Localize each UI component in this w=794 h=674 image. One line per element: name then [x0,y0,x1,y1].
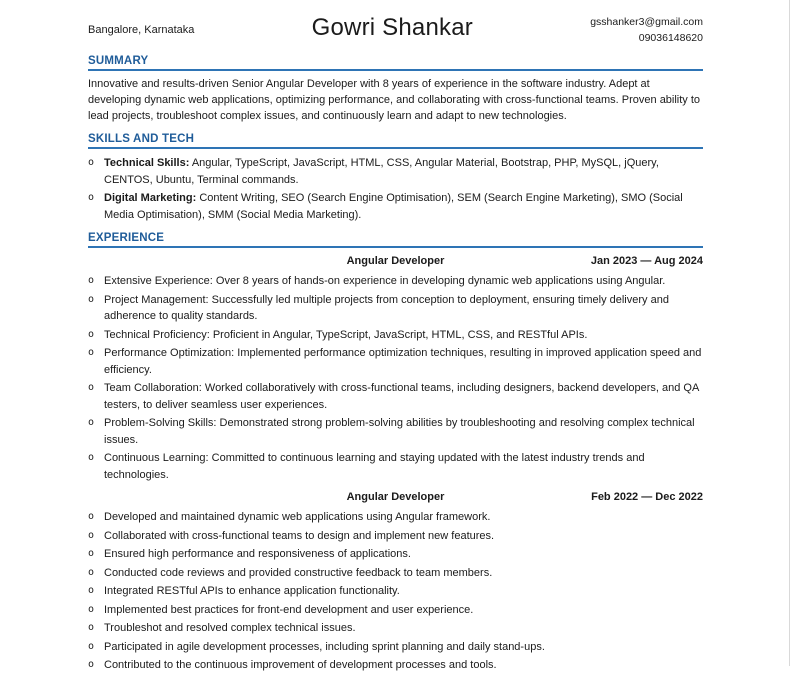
job-role: Angular Developer [346,255,445,267]
skills-item [88,190,703,223]
bullet-item [88,327,703,344]
bullet-text: Team Collaboration: Worked collaboratively with cross-functional teams, including designers, backend developers, and QA testers, to deliver seamless user experiences. [104,382,699,411]
bullet-item [88,620,703,637]
bullet-icon: o [88,640,95,652]
skills-item-body: Content Writing, SEO (Search Engine Optimisation), SEM (Search Engine Marketing), SMO (Social Media Optimisation), SMM (Social Media Marketing). [104,192,683,221]
bullet-item [88,509,703,526]
page-edge-divider [789,0,790,666]
bullet-text: Performance Optimization: Implemented performance optimization techniques, resulting in improved application speed and efficiency. [104,347,702,376]
skills-list [88,155,703,223]
bullet-text: Troubleshot and resolved complex technical issues. [104,622,356,634]
bullet-icon: o [88,622,95,633]
bullet-item [88,583,703,600]
skills-item-body: Angular, TypeScript, JavaScript, HTML, CSS, Angular Material, Bootstrap, PHP, MySQL, jQuery, CENTOS, Ubuntu, Terminal commands. [104,157,659,186]
bullet-icon: o [88,585,95,596]
bullet-item [88,273,703,290]
bullet-icon: o [88,157,95,168]
bullet-item [88,565,703,582]
bullet-text: Developed and maintained dynamic web applications using Angular framework. [104,511,491,523]
skills-item-label: Technical Skills: [104,157,190,169]
bullet-text: Integrated RESTful APIs to enhance application functionality. [104,585,400,597]
phone-text: 09036148620 [638,32,703,44]
bullet-icon: o [88,382,95,393]
job-role: Angular Developer [346,491,445,503]
bullet-icon: o [88,275,95,286]
contact-block [590,12,703,46]
bullet-text: Contributed to the continuous improvement of development processes and tools. [104,659,497,671]
bullet-item [88,380,703,413]
bullet-icon: o [88,659,95,670]
job-bullet-list [88,509,703,674]
section-title-skills: SKILLS AND TECH [88,133,703,149]
skills-item-text [104,155,703,188]
bullet-icon: o [88,511,95,522]
bullet-item [88,546,703,563]
bullet-item [88,345,703,378]
bullet-item [88,292,703,325]
bullet-item [88,528,703,545]
job-header [88,255,703,267]
job-bullet-list [88,273,703,483]
bullet-text: Participated in agile development processes, including sprint planning and daily stand-ups. [104,640,545,653]
bullet-icon: o [88,192,95,203]
bullet-text: Implemented best practices for front-end development and user experience. [104,603,474,616]
bullet-icon: o [88,452,95,463]
bullet-icon: o [88,566,95,578]
bullet-icon: o [88,328,95,340]
bullet-text: Project Management: Successfully led multiple projects from conception to deployment, ensuring timely delivery and adherence to quality standards. [104,293,669,322]
section-title-summary: SUMMARY [88,55,703,71]
bullet-item [88,602,703,619]
location-text: Bangalore, Karnataka [88,24,195,36]
skills-item-text [104,190,703,223]
bullet-icon: o [88,293,95,305]
bullet-icon: o [88,347,95,358]
candidate-name: Gowri Shankar [311,14,473,41]
bullet-text: Problem-Solving Skills: Demonstrated strong problem-solving abilities by troubleshooting and resolving complex technical issues. [104,417,695,446]
resume-header [88,12,703,46]
summary-paragraph: Innovative and results-driven Senior Angular Developer with 8 years of experience in the software industry. Adept at developing dynamic web applications, optimizing performance, and collaborating with cross-functional teams. Proven ability to lead projects, troubleshoot complex issues, and continuously learn and adapt to new technologies. [88,78,701,122]
bullet-text: Technical Proficiency: Proficient in Angular, TypeScript, JavaScript, HTML, CSS, and RESTful APIs. [104,328,588,341]
bullet-item [88,657,703,674]
bullet-icon: o [88,529,95,541]
email-text: gsshanker3@gmail.com [590,16,703,28]
bullet-item [88,639,703,656]
bullet-text: Ensured high performance and responsiveness of applications. [104,548,411,560]
bullet-text: Collaborated with cross-functional teams to design and implement new features. [104,529,495,542]
job-header [88,491,703,503]
bullet-icon: o [88,417,95,428]
bullet-text: Conducted code reviews and provided constructive feedback to team members. [104,566,493,579]
skills-item-label: Digital Marketing: [104,192,197,204]
bullet-text: Continuous Learning: Committed to continuous learning and staying updated with the latest industry trends and technologies. [104,452,645,481]
job-dates: Jan 2023 — Aug 2024 [590,255,703,267]
bullet-icon: o [88,603,95,615]
bullet-text: Extensive Experience: Over 8 years of hands-on experience in developing dynamic web applications using Angular. [104,275,666,287]
bullet-icon: o [88,548,95,559]
section-title-experience: EXPERIENCE [88,232,703,248]
skills-item [88,155,703,188]
job-dates: Feb 2022 — Dec 2022 [591,491,703,503]
bullet-item [88,450,703,483]
bullet-item [88,415,703,448]
